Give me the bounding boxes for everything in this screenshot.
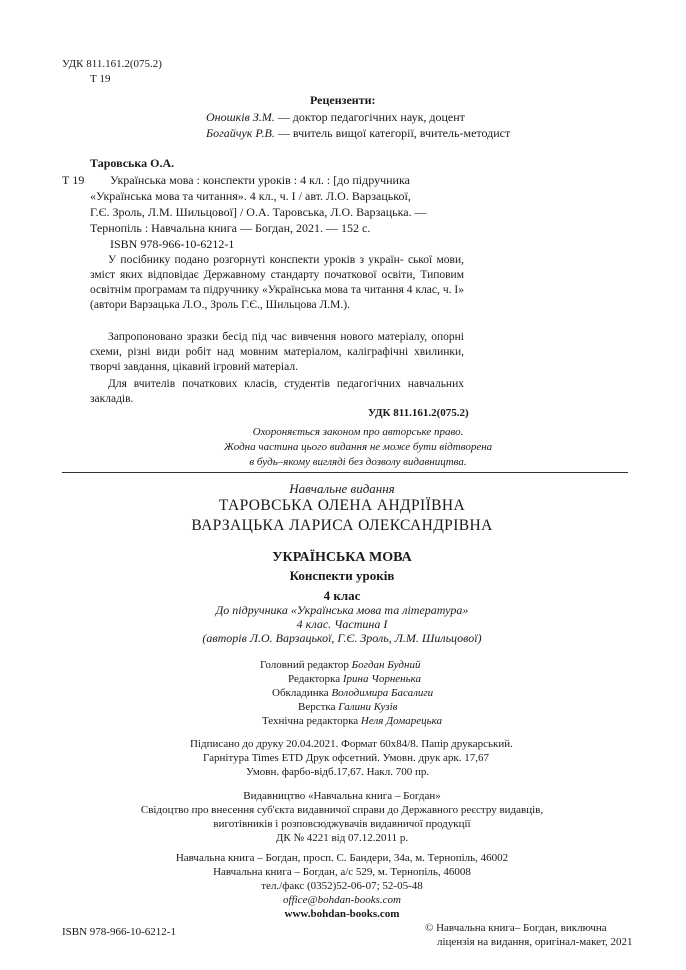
book-title: УКРАЇНСЬКА МОВА [272,550,412,565]
staff-name: Ірина Чорненька [342,673,421,685]
reviewer-2 [206,126,510,141]
contact-email[interactable]: office@bohdan-books.com [283,894,401,906]
abstract-paragraph-3 [90,377,464,407]
staff-cover [272,687,433,700]
staff-chief-editor [260,659,420,672]
staff-role: Верстка [298,701,339,713]
print-info-line-2: Гарнітура Times ETD Друк офсетний. Умовн. друк арк. 17,67 [203,752,490,764]
staff-editor [288,673,421,686]
section-divider [62,472,628,473]
publisher-certificate-2: виготівників і розповсюджувачів видавничої продукції [213,818,471,830]
staff-name: Галини Кузів [338,701,398,713]
copyright-notice-line-2: Жодна частина цього видання не може бути відтворена [223,441,493,453]
edition-type: Навчальне видання [289,481,395,496]
contact-address-2: Навчальна книга – Богдан, а/с 529, м. Тернопіль, 46008 [213,866,471,878]
reviewer-1-name: Оношків З.М. [206,110,275,124]
catalog-isbn: ISBN 978-966-10-6212-1 [110,237,235,251]
staff-tech-editor [262,715,442,728]
staff-name: Володимира Басалиги [331,687,434,699]
reviewers-heading: Рецензенти: [310,93,376,107]
abstract-p1-line-1: У посібнику подано розгорнуті конспекти уроків з україн- [108,254,404,266]
abstract-paragraph-2 [90,330,464,375]
publisher-name: Видавництво «Навчальна книга – Богдан» [243,790,441,802]
copyright-notice-line-1: Охороняється законом про авторське право. [252,426,464,438]
staff-role: Редакторка [288,673,343,685]
textbook-authors: (авторів Л.О. Варзацької, Г.Є. Зроль, Л.М. Шильцової) [202,631,482,645]
print-info-line-3: Умовн. фарбо-відб.17,67. Накл. 700 пр. [246,766,430,778]
udk-code-bottom: УДК 811.161.2(075.2) [368,407,469,419]
copyright-notice-line-3: в будь–якому вигляді без дозволу видавництва. [249,456,467,468]
staff-layout [298,701,397,714]
abstract-paragraph-1 [90,253,464,313]
author-2: ВАРЗАЦЬКА ЛАРИСА ОЛЕКСАНДРІВНА [191,517,493,534]
abstract-p3-text: Для вчителів початкових класів, студентів педагогічних навчальних закладів. [90,378,464,405]
contact-address-1: Навчальна книга – Богдан, просп. С. Бандери, 34а, м. Тернопіль, 46002 [175,852,509,864]
catalog-line-1: Українська мова : конспекти уроків : 4 кл. : [до підручника [110,173,410,187]
staff-name: Неля Домарецька [360,715,442,727]
copyright-footer-line-1: © Навчальна книга– Богдан, виключна [425,922,607,934]
author-1: ТАРОВСЬКА ОЛЕНА АНДРІЇВНА [218,497,466,514]
contact-phone: тел./факс (0352)52-06-07; 52-05-48 [261,880,423,892]
grade-part: 4 клас. Частина І [296,617,388,631]
staff-role: Технічна редакторка [262,715,361,727]
catalog-code: Т 19 [62,173,85,187]
staff-role: Головний редактор [260,659,352,671]
copyright-footer-line-2: ліцензія на видання, оригінал-макет, 2021 [437,936,633,948]
print-info-line-1: Підписано до друку 20.04.2021. Формат 60х84/8. Папір друкарський. [190,738,513,750]
to-textbook: До підручника «Українська мова та література» [215,603,469,617]
catalog-code-top: Т 19 [90,73,111,85]
catalog-line-4: Тернопіль : Навчальна книга — Богдан, 2021. — 152 с. [90,221,371,235]
abstract-p2-text: Запропоновано зразки бесід під час вивчення нового матеріалу, опорні схеми, різні види робіт над мовним матеріалом, каліграфічні хвилинки, творчі завдання, цікавий ігровий матеріал. [90,331,464,373]
book-grade: 4 клас [323,588,361,603]
contact-website[interactable]: www.bohdan-books.com [284,908,400,920]
reviewer-2-name: Богайчук Р.В. [206,126,275,140]
publisher-certificate-1: Свідоцтво про внесення суб'єкта видавничої справи до Державного реєстру видавців, [140,804,544,816]
publisher-certificate-3: ДК № 4221 від 07.12.2011 р. [275,832,409,844]
reviewer-1 [206,110,465,125]
catalog-line-2: «Українська мова та читання». 4 кл., ч. І / авт. Л.О. Варзацької, [90,189,411,203]
staff-role: Обкладинка [272,687,332,699]
catalog-line-3: Г.Є. Зроль, Л.М. Шильцової] / О.А. Таровська, Л.О. Варзацька. — [90,205,427,219]
udk-code-top: УДК 811.161.2(075.2) [62,58,162,70]
isbn-footer: ISBN 978-966-10-6212-1 [62,926,176,938]
book-subtitle: Конспекти уроків [289,568,395,583]
staff-name: Богдан Будний [351,659,421,671]
catalog-author: Таровська О.А. [90,156,175,170]
abstract-p1-rest: ської мови, зміст яких відповідає Державному стандарту початкової освіти, Типовим освітнім програмам та підручнику «Українська мова та читання 4 клас, ч. І» (автори Варзацька Л.О., Зроль Г.Є., Шильцова Л.М.). [90,254,464,311]
reviewer-2-position: — вчитель вищої категорії, вчитель-методист [274,126,511,140]
reviewer-1-position: — доктор педагогічних наук, доцент [274,110,465,124]
